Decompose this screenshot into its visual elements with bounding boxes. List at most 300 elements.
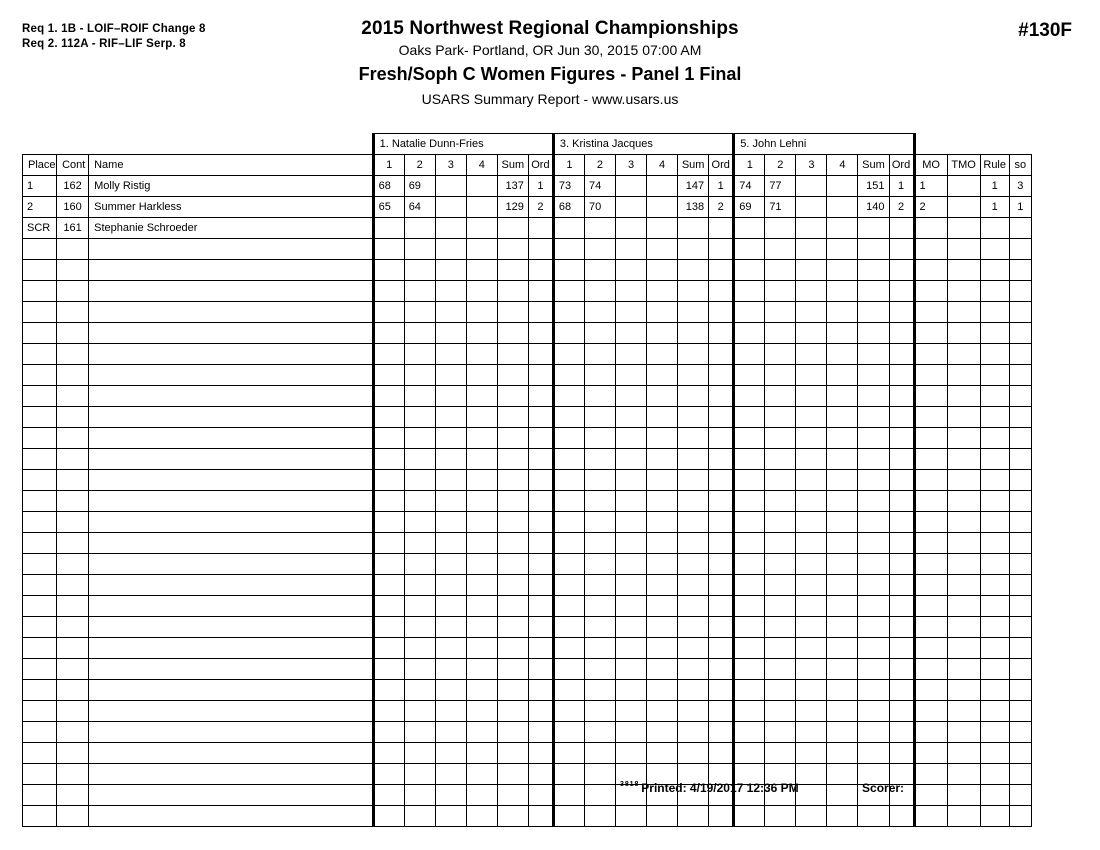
footer	[620, 781, 904, 795]
cell-cont	[57, 533, 89, 554]
cell-j1-t3	[435, 302, 466, 323]
cell-j1-t1	[373, 575, 404, 596]
cell-place	[23, 407, 57, 428]
cell-j2-t2	[584, 407, 615, 428]
cell-j3-t2	[765, 260, 796, 281]
cell-mo	[914, 617, 947, 638]
cell-j2-sum	[678, 218, 709, 239]
cell-j3-t3	[796, 239, 827, 260]
table-row-blank	[23, 617, 1032, 638]
cell-j1-ord	[528, 638, 553, 659]
cell-place	[23, 764, 57, 785]
venue-line: Oaks Park- Portland, OR Jun 30, 2015 07:00 AM	[398, 42, 702, 58]
cell-j2-sum	[678, 449, 709, 470]
cell-j2-t2	[584, 785, 615, 806]
cell-rule	[980, 680, 1009, 701]
cell-j1-ord	[528, 218, 553, 239]
cell-so	[1009, 260, 1031, 281]
cell-so	[1009, 806, 1031, 827]
cell-j2-t1	[553, 428, 584, 449]
cell-cont	[57, 554, 89, 575]
cell-j1-t1	[373, 302, 404, 323]
cell-j2-t4	[647, 323, 678, 344]
cell-name	[89, 260, 374, 281]
cell-name	[89, 722, 374, 743]
cell-mo	[914, 344, 947, 365]
cell-j2-t4	[647, 239, 678, 260]
cell-j1-t3	[435, 638, 466, 659]
header-j3-t2: 2	[765, 155, 796, 176]
cell-j2-sum	[678, 638, 709, 659]
cell-j2-ord	[709, 533, 734, 554]
cell-j1-sum	[497, 470, 528, 491]
cell-j3-sum	[858, 386, 889, 407]
cell-mo	[914, 365, 947, 386]
cell-j3-t3	[796, 512, 827, 533]
cell-name: Stephanie Schroeder	[89, 218, 374, 239]
cell-j2-sum	[678, 260, 709, 281]
cell-j2-t1	[553, 764, 584, 785]
cell-j3-t1	[734, 302, 765, 323]
cell-j2-t3	[616, 218, 647, 239]
cell-j3-ord	[889, 302, 914, 323]
cell-tmo	[947, 701, 980, 722]
cell-j3-t3	[796, 554, 827, 575]
cell-j1-t4	[466, 512, 497, 533]
cell-j2-t2	[584, 260, 615, 281]
cell-j1-t4	[466, 197, 497, 218]
cell-tmo	[947, 344, 980, 365]
table-row-blank	[23, 533, 1032, 554]
cell-j1-t1	[373, 638, 404, 659]
cell-j3-t2	[765, 806, 796, 827]
cell-j1-sum	[497, 617, 528, 638]
cell-mo	[914, 386, 947, 407]
cell-j1-t1: 68	[373, 176, 404, 197]
cell-j1-ord	[528, 302, 553, 323]
judge-2-header: 3. Kristina Jacques	[553, 134, 733, 155]
cell-so	[1009, 344, 1031, 365]
cell-cont: 161	[57, 218, 89, 239]
cell-j3-sum	[858, 575, 889, 596]
cell-j1-ord	[528, 260, 553, 281]
cell-j1-t2: 69	[404, 176, 435, 197]
cell-j3-ord	[889, 533, 914, 554]
table-row-blank	[23, 743, 1032, 764]
cell-j3-t1	[734, 260, 765, 281]
cell-j3-t2	[765, 386, 796, 407]
cell-j2-t2	[584, 638, 615, 659]
cell-j1-t2	[404, 428, 435, 449]
cell-j3-sum	[858, 512, 889, 533]
cell-j3-ord	[889, 344, 914, 365]
cell-j2-t2	[584, 764, 615, 785]
cell-j3-t3	[796, 302, 827, 323]
cell-j3-sum: 140	[858, 197, 889, 218]
table-row-blank	[23, 470, 1032, 491]
header-j3-t4: 4	[827, 155, 858, 176]
cell-j3-t3	[796, 659, 827, 680]
cell-cont	[57, 323, 89, 344]
cell-rule	[980, 617, 1009, 638]
cell-j2-t2	[584, 743, 615, 764]
cell-rule	[980, 701, 1009, 722]
cell-j1-t1	[373, 764, 404, 785]
cell-j3-ord	[889, 512, 914, 533]
cell-j1-sum	[497, 239, 528, 260]
header-rule: Rule	[980, 155, 1009, 176]
cell-j1-t3	[435, 512, 466, 533]
cell-j1-ord	[528, 785, 553, 806]
cell-j2-t1	[553, 617, 584, 638]
cell-rule	[980, 407, 1009, 428]
cell-name	[89, 428, 374, 449]
cell-j3-t2	[765, 743, 796, 764]
cell-cont	[57, 281, 89, 302]
cell-j3-t4	[827, 617, 858, 638]
cell-mo	[914, 764, 947, 785]
cell-rule	[980, 470, 1009, 491]
cell-cont	[57, 407, 89, 428]
cell-place	[23, 722, 57, 743]
cell-j3-t1	[734, 218, 765, 239]
cell-j3-t1	[734, 659, 765, 680]
cell-j3-sum	[858, 533, 889, 554]
cell-j3-t3	[796, 344, 827, 365]
cell-j1-t3	[435, 764, 466, 785]
cell-j2-t2	[584, 323, 615, 344]
cell-j3-t1	[734, 533, 765, 554]
cell-j2-t2	[584, 449, 615, 470]
cell-j2-ord	[709, 260, 734, 281]
cell-cont	[57, 512, 89, 533]
cell-j1-t3	[435, 554, 466, 575]
cell-cont	[57, 722, 89, 743]
cell-so	[1009, 575, 1031, 596]
table-row-blank	[23, 575, 1032, 596]
document-number: #130F	[1018, 20, 1072, 41]
cell-j1-sum	[497, 344, 528, 365]
cell-j3-t2	[765, 596, 796, 617]
cell-j3-t2	[765, 302, 796, 323]
cell-j2-t4	[647, 722, 678, 743]
cell-j3-t4	[827, 302, 858, 323]
cell-so	[1009, 428, 1031, 449]
cell-j3-sum	[858, 449, 889, 470]
cell-so	[1009, 512, 1031, 533]
cell-j1-sum	[497, 323, 528, 344]
cell-j1-t3	[435, 365, 466, 386]
cell-j2-t1	[553, 449, 584, 470]
cell-j3-t2	[765, 680, 796, 701]
cell-j2-t4	[647, 407, 678, 428]
cell-j2-t3	[616, 365, 647, 386]
cell-place: 1	[23, 176, 57, 197]
cell-j2-t1	[553, 218, 584, 239]
cell-j1-t4	[466, 407, 497, 428]
cell-cont	[57, 596, 89, 617]
cell-j3-t3	[796, 806, 827, 827]
cell-j3-ord	[889, 638, 914, 659]
cell-j3-t2	[765, 218, 796, 239]
cell-j2-sum	[678, 428, 709, 449]
cell-j1-sum	[497, 218, 528, 239]
cell-j2-sum: 147	[678, 176, 709, 197]
cell-j1-t2	[404, 365, 435, 386]
cell-j2-sum	[678, 722, 709, 743]
header-so: so	[1009, 155, 1031, 176]
cell-name	[89, 323, 374, 344]
cell-j3-t4	[827, 470, 858, 491]
cell-name	[89, 449, 374, 470]
cell-j2-ord: 2	[709, 197, 734, 218]
cell-j1-t4	[466, 218, 497, 239]
cell-j1-t3	[435, 449, 466, 470]
column-header-row	[23, 155, 1032, 176]
cell-j2-t3	[616, 743, 647, 764]
cell-j2-t4	[647, 470, 678, 491]
cell-j2-t4	[647, 449, 678, 470]
cell-j3-t2	[765, 470, 796, 491]
cell-rule	[980, 554, 1009, 575]
cell-j1-t2	[404, 512, 435, 533]
cell-name	[89, 491, 374, 512]
cell-name	[89, 575, 374, 596]
cell-name	[89, 407, 374, 428]
cell-j1-t1	[373, 470, 404, 491]
header-j1-t1: 1	[373, 155, 404, 176]
cell-cont	[57, 638, 89, 659]
cell-j2-t4	[647, 659, 678, 680]
cell-j1-t4	[466, 533, 497, 554]
cell-rule	[980, 281, 1009, 302]
cell-cont	[57, 680, 89, 701]
header-j3-sum: Sum	[858, 155, 889, 176]
cell-j3-t3	[796, 575, 827, 596]
judge-3-header: 5. John Lehni	[734, 134, 914, 155]
cell-place: 2	[23, 197, 57, 218]
cell-j3-ord	[889, 407, 914, 428]
cell-j1-t2	[404, 218, 435, 239]
cell-j1-t1: 65	[373, 197, 404, 218]
cell-j3-sum	[858, 491, 889, 512]
cell-so	[1009, 365, 1031, 386]
cell-j1-t1	[373, 281, 404, 302]
cell-j1-ord	[528, 722, 553, 743]
cell-j2-ord	[709, 323, 734, 344]
cell-j2-t2	[584, 659, 615, 680]
cell-j2-t3	[616, 638, 647, 659]
cell-j1-t2	[404, 470, 435, 491]
cell-j1-ord	[528, 344, 553, 365]
table-row-blank	[23, 239, 1032, 260]
judge-header-spacer-right	[914, 134, 1031, 155]
cell-j2-ord	[709, 575, 734, 596]
cell-j3-t2	[765, 239, 796, 260]
cell-mo	[914, 428, 947, 449]
page-title: 2015 Northwest Regional Championships	[361, 18, 739, 39]
cell-j1-t1	[373, 323, 404, 344]
cell-j1-t1	[373, 743, 404, 764]
cell-place	[23, 743, 57, 764]
cell-cont	[57, 701, 89, 722]
cell-j2-sum	[678, 365, 709, 386]
cell-name	[89, 806, 374, 827]
cell-j1-sum	[497, 575, 528, 596]
cell-j2-t2	[584, 596, 615, 617]
cell-j1-ord	[528, 512, 553, 533]
cell-j3-t2	[765, 365, 796, 386]
cell-j2-sum	[678, 533, 709, 554]
cell-j2-t1: 73	[553, 176, 584, 197]
cell-so	[1009, 659, 1031, 680]
cell-j2-t3	[616, 428, 647, 449]
cell-j1-t2	[404, 449, 435, 470]
cell-j3-t3	[796, 386, 827, 407]
cell-j2-t3	[616, 512, 647, 533]
cell-place	[23, 260, 57, 281]
cell-mo	[914, 575, 947, 596]
cell-j3-ord	[889, 428, 914, 449]
cell-j1-sum	[497, 386, 528, 407]
cell-j2-t1	[553, 281, 584, 302]
cell-j1-t4	[466, 785, 497, 806]
cell-j2-ord	[709, 491, 734, 512]
table-row-blank	[23, 512, 1032, 533]
cell-tmo	[947, 617, 980, 638]
header-cont: Cont	[57, 155, 89, 176]
table-row-blank	[23, 386, 1032, 407]
cell-j1-ord	[528, 764, 553, 785]
cell-j2-t3	[616, 176, 647, 197]
cell-j2-t4	[647, 701, 678, 722]
cell-j3-t4	[827, 365, 858, 386]
cell-j1-sum	[497, 785, 528, 806]
cell-j2-t2	[584, 806, 615, 827]
cell-tmo	[947, 197, 980, 218]
cell-j3-sum: 151	[858, 176, 889, 197]
cell-j1-t3	[435, 596, 466, 617]
cell-j1-t2	[404, 386, 435, 407]
cell-j2-ord	[709, 722, 734, 743]
cell-name	[89, 470, 374, 491]
cell-j2-t1	[553, 806, 584, 827]
cell-j2-ord: 1	[709, 176, 734, 197]
cell-j2-t1	[553, 722, 584, 743]
cell-j1-t3	[435, 197, 466, 218]
cell-j2-t1	[553, 344, 584, 365]
cell-so	[1009, 239, 1031, 260]
cell-j3-t1	[734, 239, 765, 260]
cell-j2-t3	[616, 617, 647, 638]
cell-j1-t4	[466, 701, 497, 722]
table-row-blank	[23, 344, 1032, 365]
cell-tmo	[947, 407, 980, 428]
cell-j3-sum	[858, 218, 889, 239]
cell-j1-t3	[435, 218, 466, 239]
cell-j2-sum	[678, 701, 709, 722]
header-mo: MO	[914, 155, 947, 176]
cell-j2-t2: 70	[584, 197, 615, 218]
cell-j3-t3	[796, 197, 827, 218]
cell-j3-sum	[858, 554, 889, 575]
cell-j3-t2	[765, 554, 796, 575]
cell-j3-t2	[765, 575, 796, 596]
cell-so	[1009, 680, 1031, 701]
cell-tmo	[947, 764, 980, 785]
cell-j3-t4	[827, 722, 858, 743]
cell-cont	[57, 365, 89, 386]
cell-j1-t3	[435, 785, 466, 806]
cell-mo	[914, 743, 947, 764]
cell-j2-t4	[647, 554, 678, 575]
cell-j2-t1	[553, 365, 584, 386]
table-row-blank	[23, 365, 1032, 386]
cell-j1-ord	[528, 533, 553, 554]
cell-tmo	[947, 785, 980, 806]
cell-j3-t2	[765, 281, 796, 302]
cell-j2-t4	[647, 302, 678, 323]
cell-j3-t4	[827, 806, 858, 827]
cell-j1-t3	[435, 260, 466, 281]
requirement-2: Req 2. 112A - RIF–LIF Serp. 8	[22, 38, 186, 50]
cell-name: Molly Ristig	[89, 176, 374, 197]
cell-j2-t2	[584, 239, 615, 260]
cell-place	[23, 638, 57, 659]
cell-j1-t3	[435, 575, 466, 596]
cell-cont	[57, 743, 89, 764]
cell-j1-ord	[528, 239, 553, 260]
cell-j2-t3	[616, 659, 647, 680]
cell-j2-sum	[678, 491, 709, 512]
cell-tmo	[947, 281, 980, 302]
cell-mo	[914, 407, 947, 428]
cell-name	[89, 512, 374, 533]
cell-j2-t3	[616, 197, 647, 218]
cell-j1-t1	[373, 659, 404, 680]
cell-place	[23, 512, 57, 533]
cell-j3-t1	[734, 344, 765, 365]
cell-so	[1009, 218, 1031, 239]
header-j3-t1: 1	[734, 155, 765, 176]
cell-so	[1009, 554, 1031, 575]
cell-j2-t2	[584, 344, 615, 365]
table-row-blank	[23, 428, 1032, 449]
cell-j1-ord	[528, 323, 553, 344]
cell-j2-t4	[647, 743, 678, 764]
header-j1-ord: Ord	[528, 155, 553, 176]
cell-j1-t2	[404, 785, 435, 806]
cell-j1-ord: 1	[528, 176, 553, 197]
cell-j3-t4	[827, 407, 858, 428]
cell-j2-t4	[647, 491, 678, 512]
cell-place	[23, 617, 57, 638]
cell-j1-sum: 137	[497, 176, 528, 197]
cell-mo: 2	[914, 197, 947, 218]
cell-j1-t3	[435, 722, 466, 743]
cell-rule	[980, 785, 1009, 806]
cell-j1-sum	[497, 512, 528, 533]
cell-j3-sum	[858, 344, 889, 365]
cell-name	[89, 302, 374, 323]
cell-place	[23, 680, 57, 701]
results-body	[23, 176, 1032, 827]
cell-tmo	[947, 806, 980, 827]
cell-name	[89, 239, 374, 260]
cell-mo	[914, 554, 947, 575]
cell-j2-t2	[584, 512, 615, 533]
cell-j2-t1	[553, 575, 584, 596]
